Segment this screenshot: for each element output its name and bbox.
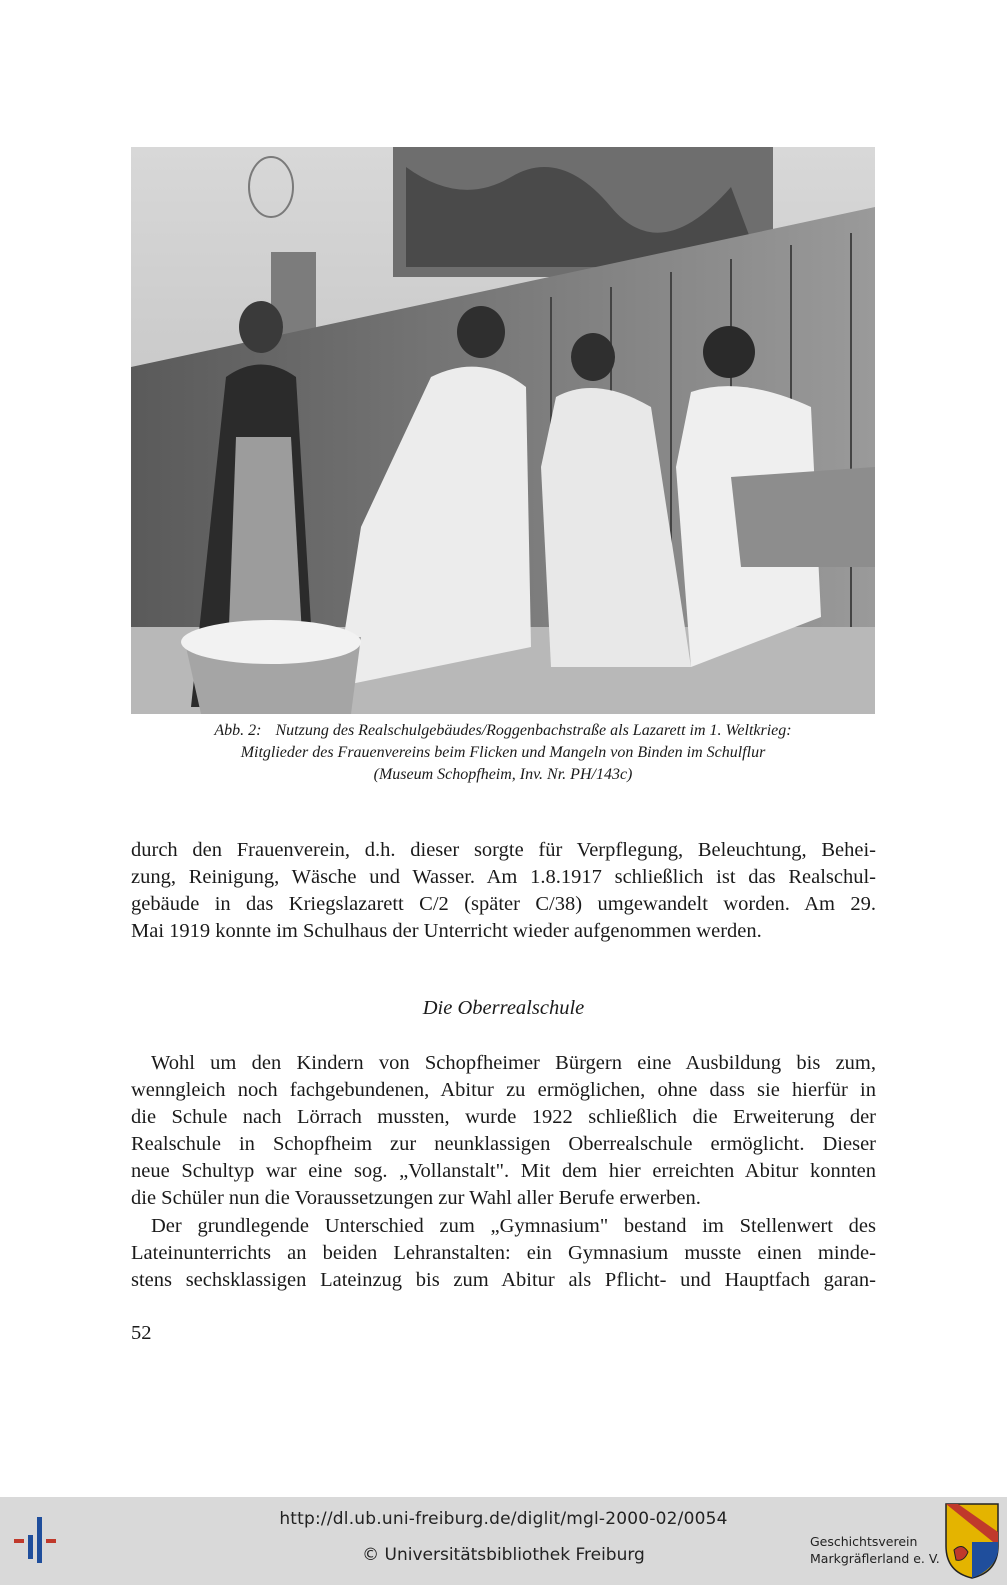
- copyright-notice: © Universitätsbibliothek Freiburg: [362, 1545, 645, 1565]
- caption-text: Nutzung des Realschulgebäudes/Roggenbachstraße als Lazarett im 1. Weltkrieg:: [275, 722, 792, 739]
- page-number: 52: [131, 1322, 152, 1344]
- caption-line: [131, 742, 875, 764]
- society-name: [810, 1533, 940, 1567]
- document-url-link[interactable]: http://dl.ub.uni-freiburg.de/diglit/mgl-2000-02/0054: [279, 1509, 728, 1529]
- footer-bar: [0, 1497, 1007, 1585]
- text-line: durch den Frauenverein, d.h. dieser sorgte für Verpflegung, Beleuchtung, Behei-: [131, 839, 876, 861]
- text-line: neue Schultyp war eine sog. „Vollanstalt". Mit dem hier erreichten Abitur konnten: [131, 1160, 876, 1182]
- coat-of-arms-icon: [944, 1502, 1000, 1580]
- society-line: Geschichtsverein: [810, 1534, 918, 1549]
- paragraph-2: [131, 1050, 876, 1212]
- historical-photograph: [131, 147, 875, 714]
- text-line: Mai 1919 konnte im Schulhaus der Unterricht wieder aufgenommen werden.: [131, 920, 762, 942]
- caption-line: [131, 764, 875, 786]
- photo-illustration: [131, 147, 875, 714]
- paragraph-1: [131, 837, 876, 945]
- society-line: Markgräflerland e. V.: [810, 1551, 940, 1566]
- text-line: Lateinunterrichts an beiden Lehranstalten: ein Gymnasium musste einen minde-: [131, 1242, 876, 1264]
- paragraph-3: [131, 1213, 876, 1294]
- figure-caption: [131, 720, 875, 786]
- figure-label: Abb. 2:: [214, 722, 262, 739]
- text-line: wenngleich noch fachgebundenen, Abitur zu ermöglichen, ohne dass sie hierfür in: [131, 1079, 876, 1101]
- text-line: zung, Reinigung, Wäsche und Wasser. Am 1.8.1917 schließlich ist das Realschul-: [131, 866, 876, 888]
- caption-text: Mitglieder des Frauenvereins beim Flicken und Mangeln von Binden im Schulflur: [240, 744, 766, 761]
- text-line: Der grundlegende Unterschied zum „Gymnasium" bestand im Stellenwert des: [151, 1215, 876, 1237]
- text-line: gebäude in das Kriegslazarett C/2 (später C/38) umgewandelt worden. Am 29.: [131, 893, 876, 915]
- text-line: die Schule nach Lörrach mussten, wurde 1922 schließlich die Erweiterung der: [131, 1106, 876, 1128]
- text-line: Realschule in Schopfheim zur neunklassigen Oberrealschule ermöglicht. Dieser: [131, 1133, 876, 1155]
- caption-text: (Museum Schopfheim, Inv. Nr. PH/143c): [373, 766, 633, 783]
- section-heading: Die Oberrealschule: [422, 997, 585, 1019]
- text-line: stens sechsklassigen Lateinzug bis zum Abitur als Pflicht- und Hauptfach garan-: [131, 1269, 876, 1291]
- caption-line: [131, 720, 875, 742]
- text-line: die Schüler nun die Voraussetzungen zur Wahl aller Berufe erwerben.: [131, 1187, 701, 1209]
- text-line: Wohl um den Kindern von Schopfheimer Bürgern eine Ausbildung bis zum,: [151, 1052, 876, 1074]
